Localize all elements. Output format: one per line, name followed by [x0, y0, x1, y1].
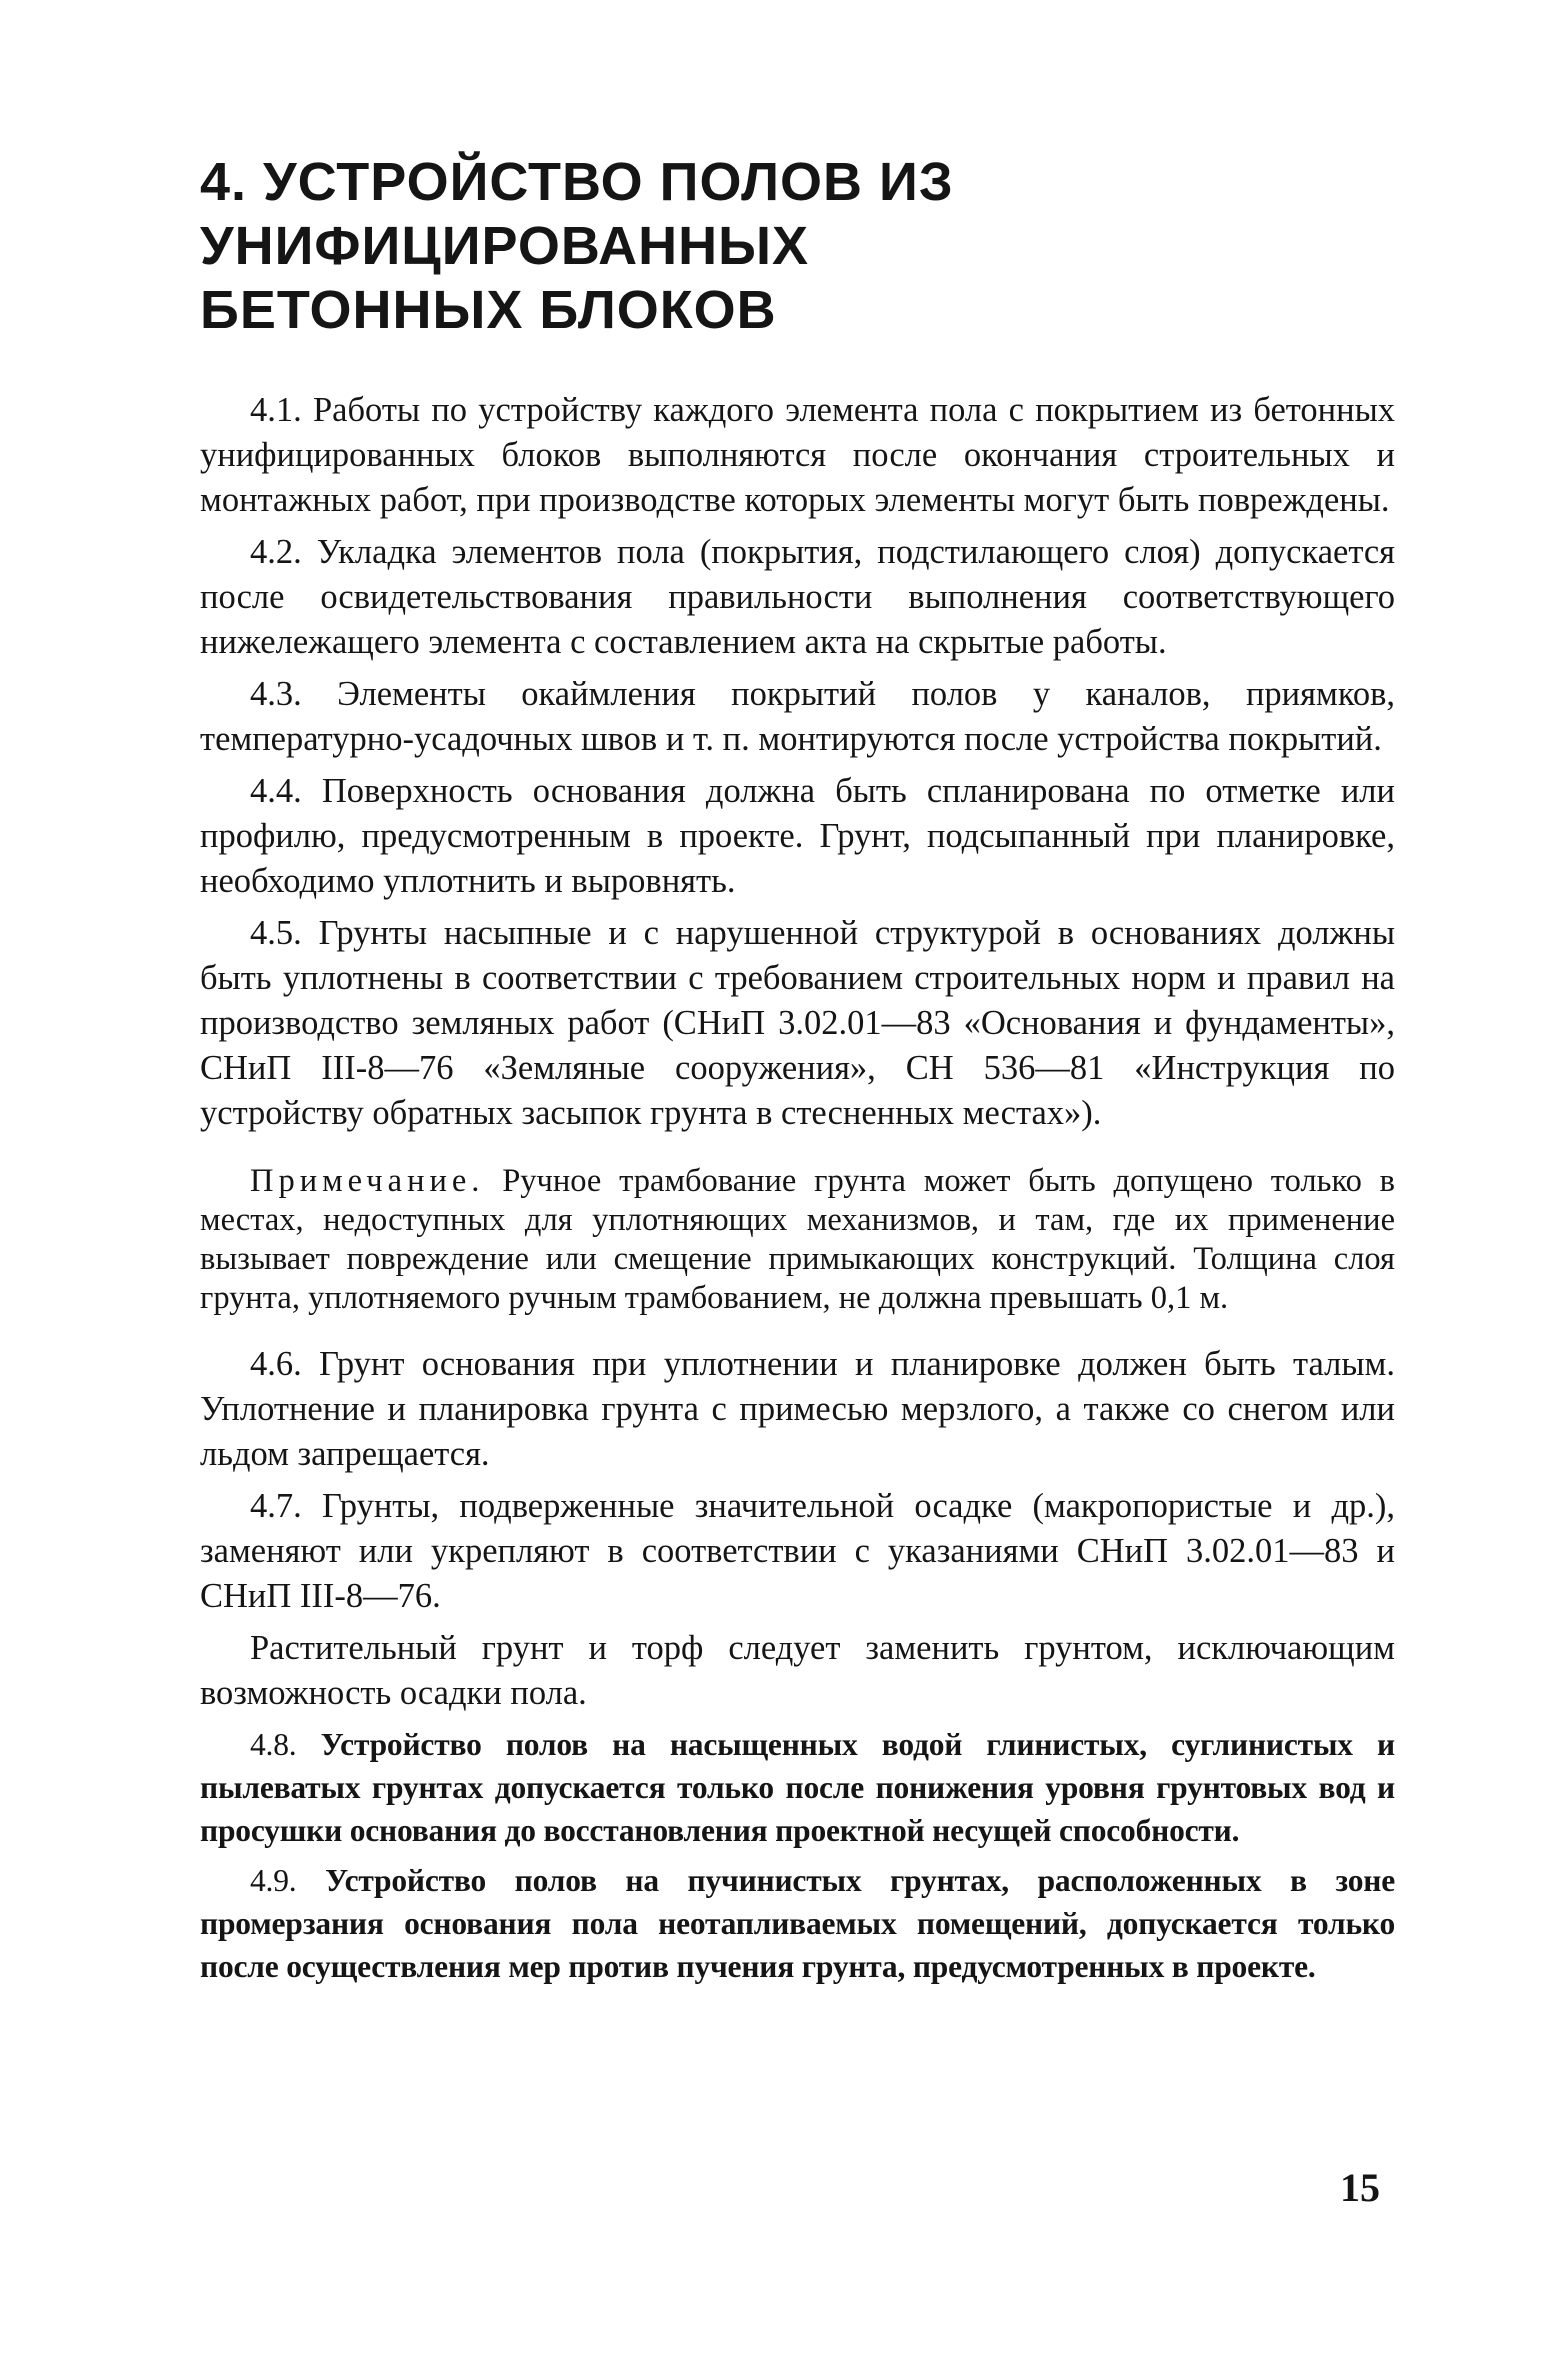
paragraph-text: Грунты насыпные и с нарушенной структурой в основаниях должны быть уплотнены в соответствии с требованием строительных норм и правил на производство земляных работ (СНиП 3.02.01—83 «Основания и фундаменты», СНиП III-8—76 «Земляные сооружения», СН 536—81 «Инструкция по устройству обратных засыпок грунта в стесненных местах»). [200, 914, 1396, 1132]
paragraph-number: 4.7. [250, 1487, 302, 1525]
paragraph-text: Укладка элементов пола (покрытия, подстилающего слоя) допускается после освидетельствования правильности выполнения соответствующего нижележащего элемента с составлением акта на скрытые работы. [200, 533, 1396, 661]
paragraph-number: 4.5. [250, 914, 302, 952]
note-text: Ручное трамбование грунта может быть допущено только в местах, недоступных для уплотняющих механизмов, и там, где их применение вызывает повреждение или смещение примыкающих конструкций. Толщина слоя грунта, уплотняемого ручным трамбованием, не должна превышать 0,1 м. [200, 1163, 1395, 1316]
paragraph-text: Устройство полов на насыщенных водой глинистых, суглинистых и пылеватых грунтах допускается только после понижения уровня грунтовых вод и просушки основания до восстановления проектной несущей способности. [200, 1727, 1395, 1848]
section-title-line-1: 4. УСТРОЙСТВО ПОЛОВ ИЗ УНИФИЦИРОВАННЫХ [200, 152, 954, 276]
paragraph-4-7 [200, 1484, 1395, 1619]
paragraph-number: 4.6. [250, 1345, 302, 1383]
paragraph-4-2 [200, 530, 1395, 665]
paragraph-4-9 [200, 1859, 1395, 1988]
paragraph-text: Работы по устройству каждого элемента пола с покрытием из бетонных унифицированных блоков выполняются после окончания строительных и монтажных работ, при производстве которых элементы могут быть повреждены. [200, 391, 1396, 519]
paragraph-text: Элементы окаймления покрытий полов у каналов, приямков, температурно-усадочных швов и т. п. монтируются после устройства покрытий. [200, 675, 1396, 758]
paragraph-text: Поверхность основания должна быть спланирована по отметке или профилю, предусмотренным в проекте. Грунт, подсыпанный при планировке, необходимо уплотнить и выровнять. [200, 772, 1395, 900]
paragraph-4-5 [200, 911, 1395, 1136]
paragraph-number: 4.4. [250, 772, 302, 810]
page-number: 15 [1340, 2165, 1380, 2210]
note-block [200, 1162, 1395, 1318]
paragraph-4-6 [200, 1342, 1395, 1477]
note-label: Примечание. [250, 1163, 485, 1199]
paragraph-number: 4.8. [250, 1727, 297, 1762]
paragraph-text: Грунт основания при уплотнении и планировке должен быть талым. Уплотнение и планировка грунта с примесью мерзлого, а также со снегом или льдом запрещается. [200, 1345, 1395, 1473]
paragraph-4-4 [200, 769, 1395, 904]
paragraph-text: Грунты, подверженные значительной осадке (макропористые и др.), заменяют или укрепляют в соответствии с указаниями СНиП 3.02.01—83 и СНиП III-8—76. [200, 1487, 1396, 1615]
paragraph-number: 4.3. [250, 675, 302, 713]
section-title-line-2: БЕТОННЫХ БЛОКОВ [200, 280, 777, 340]
paragraph-4-8 [200, 1723, 1395, 1852]
paragraph-4-3 [200, 672, 1395, 762]
paragraph-text: Устройство полов на пучинистых грунтах, расположенных в зоне промерзания основания пола неотапливаемых помещений, допускается только после осуществления мер против пучения грунта, предусмотренных в проекте. [200, 1863, 1395, 1984]
paragraph-text: Растительный грунт и торф следует заменить грунтом, исключающим возможность осадки пола. [200, 1629, 1395, 1712]
paragraph-4-7-continued [200, 1626, 1395, 1716]
paragraph-number: 4.9. [250, 1863, 297, 1898]
paragraph-4-1 [200, 388, 1395, 523]
paragraph-number: 4.1. [250, 391, 302, 429]
document-page [200, 150, 1395, 1995]
section-title [200, 150, 1395, 342]
paragraph-number: 4.2. [250, 533, 302, 571]
